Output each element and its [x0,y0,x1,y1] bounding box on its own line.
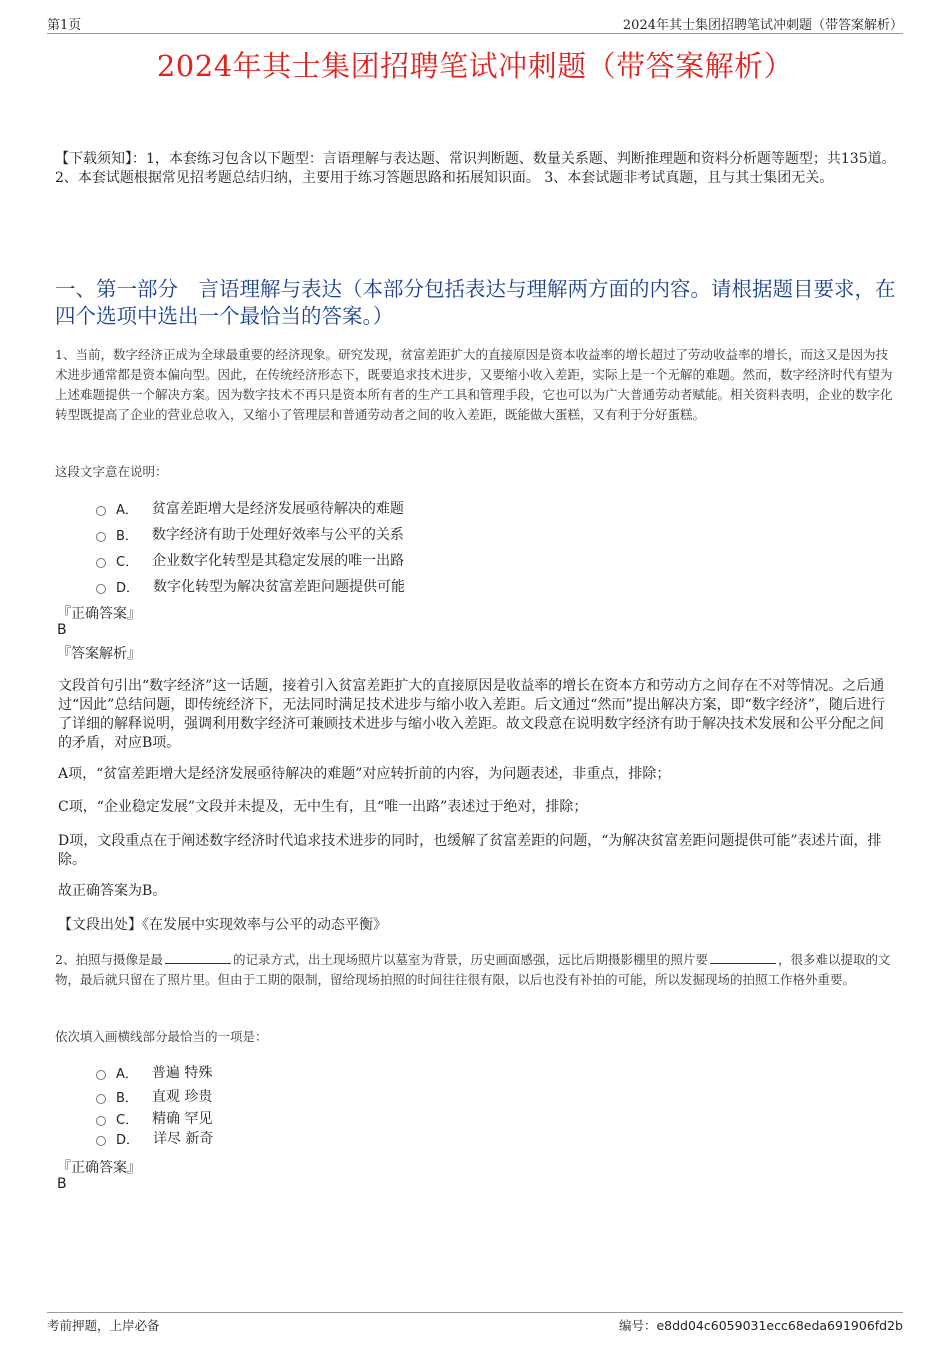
option-a[interactable]: A． 普遍 特殊 [96,1060,213,1084]
radio-icon[interactable] [96,558,106,568]
radio-icon[interactable] [96,532,106,542]
question-2-prompt: 依次填入画横线部分最恰当的一项是： [55,1029,268,1044]
radio-icon[interactable] [96,1116,106,1126]
analysis-option-d: D项，文段重点在于阐述数字经济时代追求技术进步的同时，也缓解了贫富差距的问题，“为解决贫富差距问题提供可能”表述片面，排除。 [58,833,882,868]
correct-answer-label: 『正确答案』 [57,1160,141,1176]
question-2-options [96,1060,213,1148]
radio-icon[interactable] [96,506,106,516]
download-notice: 【下载须知】：1，本套练习包含以下题型：言语理解与表达题、常识判断题、数量关系题、判断推理题和资料分析题等题型；共135道。 2、本套试题根据常见招考题总结归纳，主要用于练习答题思路和拓展知识面。 3、本套试题非考试真题，且与其士集团无关。 [55,151,896,186]
analysis-conclusion: 故正确答案为B。 [58,883,167,899]
analysis-paragraph: 文段首句引出“数字经济”这一话题，接着引入贫富差距扩大的直接原因是收益率的增长在资本方和劳动方之间存在不对等情况。之后通过“因此”总结问题，即传统经济下，无法同时满足技术进步与缩小收入差距。后文通过“然而”提出解决方案，即“数字经济”，随后进行了详细的解释说明，强调利用数字经济可兼顾技术进步与缩小收入差距。故文段意在说明数字经济有助于解决技术发展和公平分配之间的矛盾，对应B项。 [58,678,885,751]
radio-icon[interactable] [96,1136,106,1146]
option-c[interactable]: C． 精确 罕见 [96,1108,213,1128]
option-b[interactable]: B． 直观 珍贵 [96,1084,213,1108]
page-title: 2024年其士集团招聘笔试冲刺题（带答案解析） [156,49,794,83]
question-1-options [96,495,405,599]
option-d[interactable]: D． 数字化转型为解决贫富差距问题提供可能 [96,573,405,599]
option-a[interactable]: A． 贫富差距增大是经济发展亟待解决的难题 [96,495,405,521]
analysis-option-a: A项，“贫富差距增大是经济发展亟待解决的难题”对应转折前的内容，为问题表述，非重点，排除； [58,766,671,782]
question-2-text: 2、拍照与摄像是最 的记录方式，出土现场照片以墓室为背景，历史画面感强，远比后期摄影棚里的照片要 ，很多难以提取的文物，最后就只留在了照片里。但由于工期的限制，留给现场拍照的时间往往很有限，以后也没有补拍的可能，所以发掘现场的拍照工作格外重要。 [55,952,891,987]
footer-doc-code: 编号：e8dd04c6059031ecc68eda691906fd2b [618,1318,903,1333]
header-divider [47,33,903,34]
footer-slogan: 考前押题，上岸必备 [47,1318,160,1333]
correct-answer: B [57,1176,67,1192]
radio-icon[interactable] [96,584,106,594]
option-c[interactable]: C． 企业数字化转型是其稳定发展的唯一出路 [96,547,405,573]
header-doc-title: 2024年其士集团招聘笔试冲刺题（带答案解析） [622,18,903,33]
correct-answer-label: 『正确答案』 [57,606,141,622]
page-number: 第1页 [47,18,82,33]
correct-answer: B [57,622,67,638]
radio-icon[interactable] [96,1070,106,1080]
radio-icon[interactable] [96,1094,106,1104]
answer-analysis-label: 『答案解析』 [57,646,141,662]
footer-divider [47,1312,903,1313]
option-d[interactable]: D． 详尽 新奇 [96,1128,213,1148]
passage-source: 【文段出处】《在发展中实现效率与公平的动态平衡》 [58,917,387,933]
question-1-text: 1、当前，数字经济正成为全球最重要的经济现象。研究发现，贫富差距扩大的直接原因是资本收益率的增长超过了劳动收益率的增长，而这又是因为技术进步通常都是资本偏向型。因此，在传统经济形态下，既要追求技术进步，又要缩小收入差距，实际上是一个无解的难题。然而，数字经济时代有望为上述难题提供一个解决方案。因为数字技术不再只是资本所有者的生产工具和管理手段，它也可以为广大普通劳动者赋能。相关资料表明，企业的数字化转型既提高了企业的营业总收入，又缩小了管理层和普通劳动者之间的收入差距，既能做大蛋糕，又有利于分好蛋糕。 [55,347,893,422]
analysis-option-c: C项，“企业稳定发展”文段并未提及，无中生有，且“唯一出路”表述过于绝对，排除； [58,799,588,815]
question-1-prompt: 这段文字意在说明： [55,464,168,479]
section-heading: 一、第一部分 言语理解与表达（本部分包括表达与理解两方面的内容。请根据题目要求，在四个选项中选出一个最恰当的答案。） [55,277,896,328]
blank-2 [710,951,776,964]
option-b[interactable]: B． 数字经济有助于处理好效率与公平的关系 [96,521,405,547]
blank-1 [165,951,231,964]
